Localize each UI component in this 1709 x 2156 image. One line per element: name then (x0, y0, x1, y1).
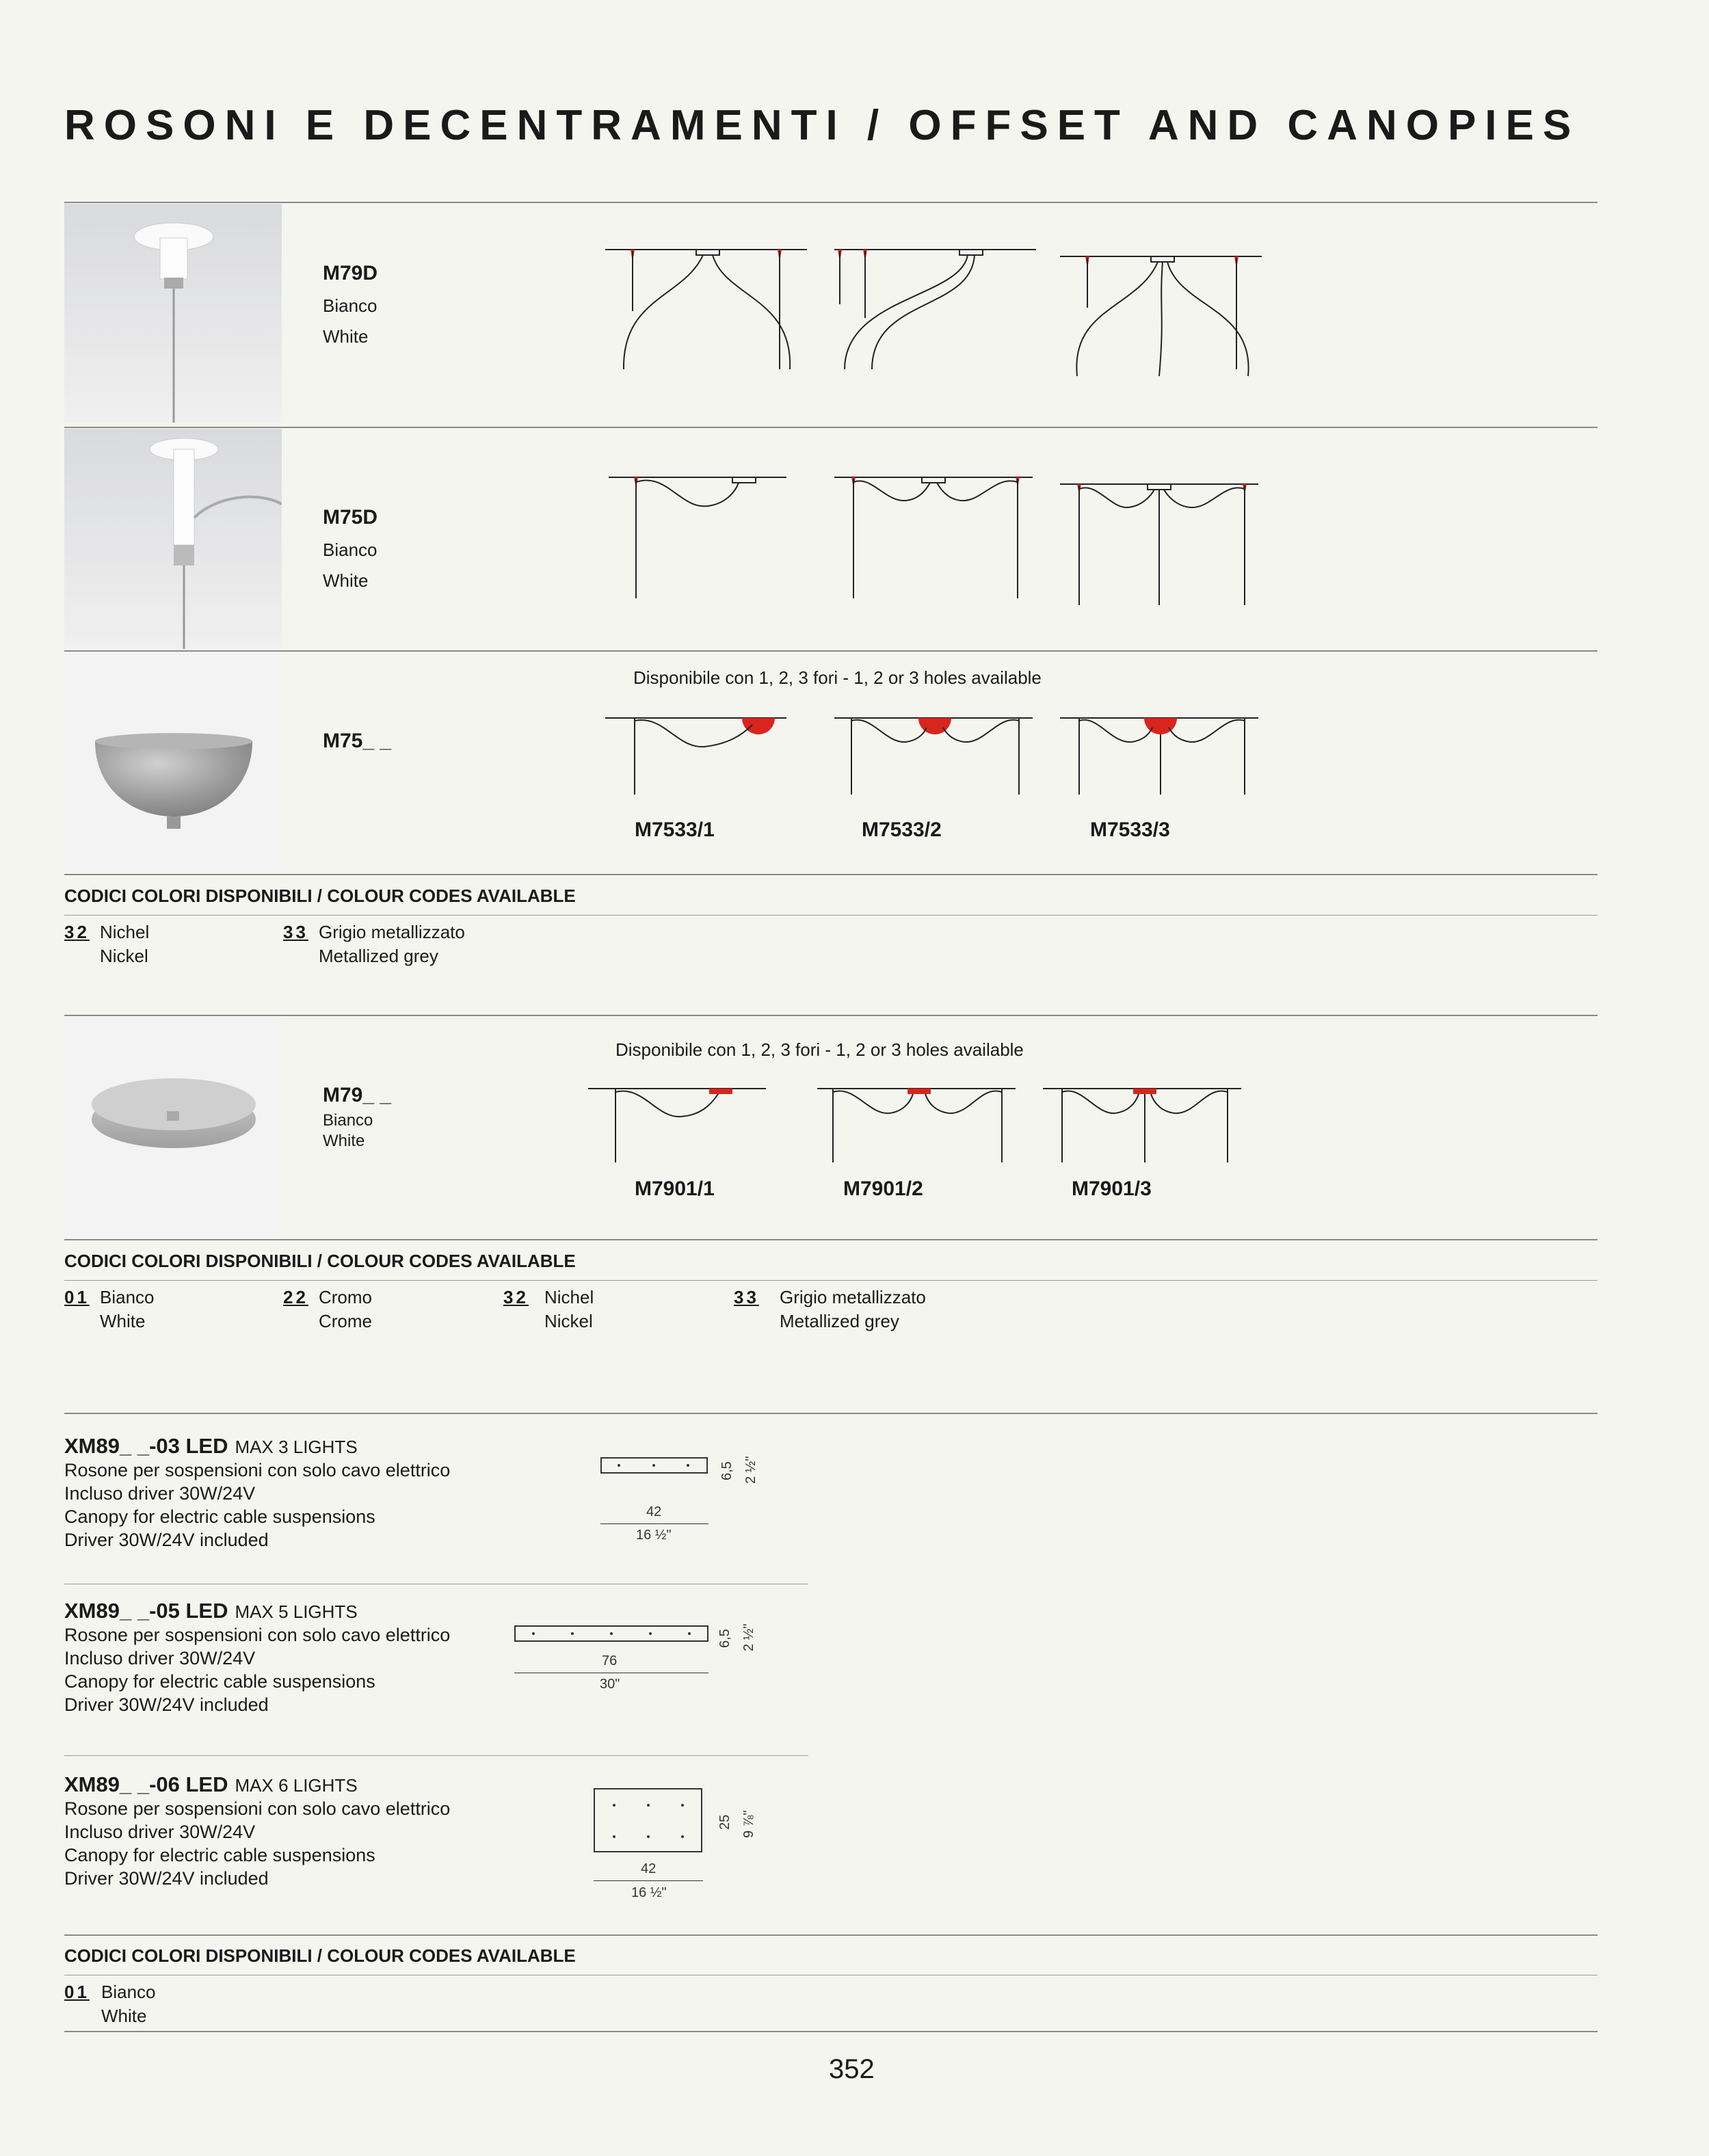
page-number: 352 (829, 2054, 875, 2084)
m75-variant-2: M7533/2 (862, 819, 942, 841)
colour-code-32: 32 (64, 922, 90, 942)
xm89-05-width-in: 30" (600, 1677, 620, 1692)
xm89-05-title: XM89_ _-05 LED MAX 5 LIGHTS (64, 1599, 358, 1623)
xm89-03-height-in: 2 ½" (743, 1456, 758, 1484)
xm89-05-line-1: Rosone per sospensioni con solo cavo elettrico (64, 1625, 451, 1645)
rule-4b (64, 915, 1598, 916)
rule-6 (64, 1239, 1598, 1240)
m75-code: M75_ _ (323, 730, 392, 752)
colour-22-en: Crome (319, 1311, 373, 1331)
m79-color-en: White (323, 1132, 365, 1150)
photo-m79d (64, 204, 282, 423)
xm89-03-drawing (600, 1456, 710, 1477)
xm89-05-line-3: Canopy for electric cable suspensions (64, 1671, 375, 1692)
colour-33b-it: Grigio metallizzato (780, 1287, 926, 1307)
m75-diagram-1 (602, 711, 793, 800)
photo-m75 (64, 652, 282, 873)
colour-codes-heading-1: CODICI COLORI DISPONIBILI / COLOUR CODES AVAILABLE (64, 886, 576, 906)
xm89-05-height-in: 2 ½" (741, 1623, 756, 1651)
xm89-06-line-4: Driver 30W/24V included (64, 1868, 269, 1889)
xm89-03-line-4: Driver 30W/24V included (64, 1530, 269, 1550)
colour-01-en: White (100, 1311, 146, 1331)
colour-codes-heading-3: CODICI COLORI DISPONIBILI / COLOUR CODES AVAILABLE (64, 1945, 576, 1966)
m79d-code: M79D (323, 262, 378, 284)
rule-top (64, 202, 1598, 203)
colour-32b-it: Nichel (544, 1287, 594, 1307)
xm89-05-line-4: Driver 30W/24V included (64, 1694, 269, 1715)
xm89-03-title: XM89_ _-03 LED MAX 3 LIGHTS (64, 1434, 358, 1458)
xm89-05-block (64, 1599, 450, 1716)
m79-availability: Disponibile con 1, 2, 3 fori - 1, 2 or 3 holes available (615, 1039, 1024, 1060)
colour-01c-en: White (101, 2006, 147, 2026)
rule-10 (64, 1934, 1598, 1936)
colour-33b-en: Metallized grey (780, 1311, 899, 1331)
rule-9 (64, 1755, 808, 1756)
colour-32-it: Nichel (100, 922, 150, 942)
rule-7 (64, 1413, 1598, 1414)
colour-33-it: Grigio metallizzato (319, 922, 465, 942)
m79d-color-en: White (323, 326, 369, 347)
colour-32-en: Nickel (100, 946, 148, 966)
m75d-code: M75D (323, 506, 378, 529)
rule-bottom (64, 2031, 1598, 2032)
m75d-color-it: Bianco (323, 540, 377, 560)
m79-diagram-2 (814, 1084, 1019, 1166)
xm89-06-height-in: 9 ⅞" (741, 1810, 756, 1838)
xm89-05-line-2: Incluso driver 30W/24V (64, 1648, 256, 1668)
page-title: ROSONI E DECENTRAMENTI / OFFSET AND CANOPIES (64, 102, 1580, 149)
xm89-03-line-1: Rosone per sospensioni con solo cavo elettrico (64, 1460, 451, 1480)
colour-33-en: Metallized grey (319, 946, 438, 966)
m75-variant-1: M7533/1 (635, 819, 715, 841)
m79d-color-it: Bianco (323, 295, 377, 316)
photo-m79 (64, 1017, 282, 1237)
xm89-05-width-cm: 76 (602, 1653, 618, 1668)
colour-codes-heading-2: CODICI COLORI DISPONIBILI / COLOUR CODES AVAILABLE (64, 1251, 576, 1271)
m79-diagram-3 (1039, 1084, 1245, 1166)
m79-diagram-1 (585, 1084, 776, 1166)
xm89-06-height-cm: 25 (717, 1814, 732, 1830)
rule-5 (64, 1015, 1598, 1016)
m75d-diagram-2 (831, 472, 1036, 602)
xm89-05-height-cm: 6,5 (717, 1629, 732, 1648)
rule-3 (64, 650, 1598, 652)
xm89-06-line-2: Incluso driver 30W/24V (64, 1822, 256, 1842)
colour-01c-it: Bianco (101, 1982, 156, 2002)
xm89-06-width-in: 16 ½" (631, 1885, 667, 1900)
m75d-diagram-1 (605, 472, 790, 602)
rule-2 (64, 427, 1598, 428)
xm89-03-block (64, 1434, 450, 1552)
xm89-06-line-1: Rosone per sospensioni con solo cavo elettrico (64, 1798, 451, 1819)
photo-m75d (64, 429, 282, 649)
colour-code-01: 01 (64, 1287, 90, 1307)
xm89-06-dim-line (594, 1880, 703, 1881)
xm89-06-title: XM89_ _-06 LED MAX 6 LIGHTS (64, 1772, 358, 1796)
m75-diagram-2 (831, 711, 1036, 800)
m79-variant-1: M7901/1 (635, 1177, 715, 1200)
colour-32b-en: Nickel (544, 1311, 593, 1331)
xm89-03-width-in: 16 ½" (636, 1528, 672, 1543)
colour-code-01c: 01 (64, 1982, 90, 2002)
xm89-03-height-cm: 6,5 (719, 1461, 734, 1480)
colour-code-22: 22 (283, 1287, 308, 1307)
xm89-03-line-3: Canopy for electric cable suspensions (64, 1506, 375, 1527)
m79d-diagram-2 (831, 243, 1036, 380)
m79-code: M79_ _ (323, 1084, 392, 1106)
colour-01-it: Bianco (100, 1287, 155, 1307)
m75-variant-3: M7533/3 (1090, 819, 1170, 841)
m75d-diagram-3 (1057, 479, 1262, 609)
m79-variant-2: M7901/2 (843, 1177, 923, 1200)
m75-availability: Disponibile con 1, 2, 3 fori - 1, 2 or 3 holes available (633, 667, 1042, 688)
m79-variant-3: M7901/3 (1072, 1177, 1152, 1200)
rule-6b (64, 1280, 1598, 1281)
m79-color-it: Bianco (323, 1111, 373, 1130)
xm89-03-dim-line (600, 1523, 708, 1524)
xm89-03-line-2: Incluso driver 30W/24V (64, 1483, 256, 1504)
colour-code-32b: 32 (503, 1287, 529, 1307)
xm89-06-drawing (594, 1787, 704, 1856)
m75d-color-en: White (323, 570, 369, 591)
colour-22-it: Cromo (319, 1287, 373, 1307)
xm89-06-line-3: Canopy for electric cable suspensions (64, 1845, 375, 1865)
xm89-03-width-cm: 42 (646, 1504, 662, 1519)
xm89-06-width-cm: 42 (641, 1861, 657, 1876)
xm89-05-drawing (514, 1625, 713, 1645)
m75-diagram-3 (1057, 711, 1262, 800)
colour-code-33: 33 (283, 922, 308, 942)
m79d-diagram-1 (602, 243, 807, 380)
m79d-diagram-3 (1057, 246, 1269, 383)
rule-4 (64, 874, 1598, 875)
colour-code-33b: 33 (734, 1287, 759, 1307)
xm89-06-block (64, 1772, 450, 1890)
